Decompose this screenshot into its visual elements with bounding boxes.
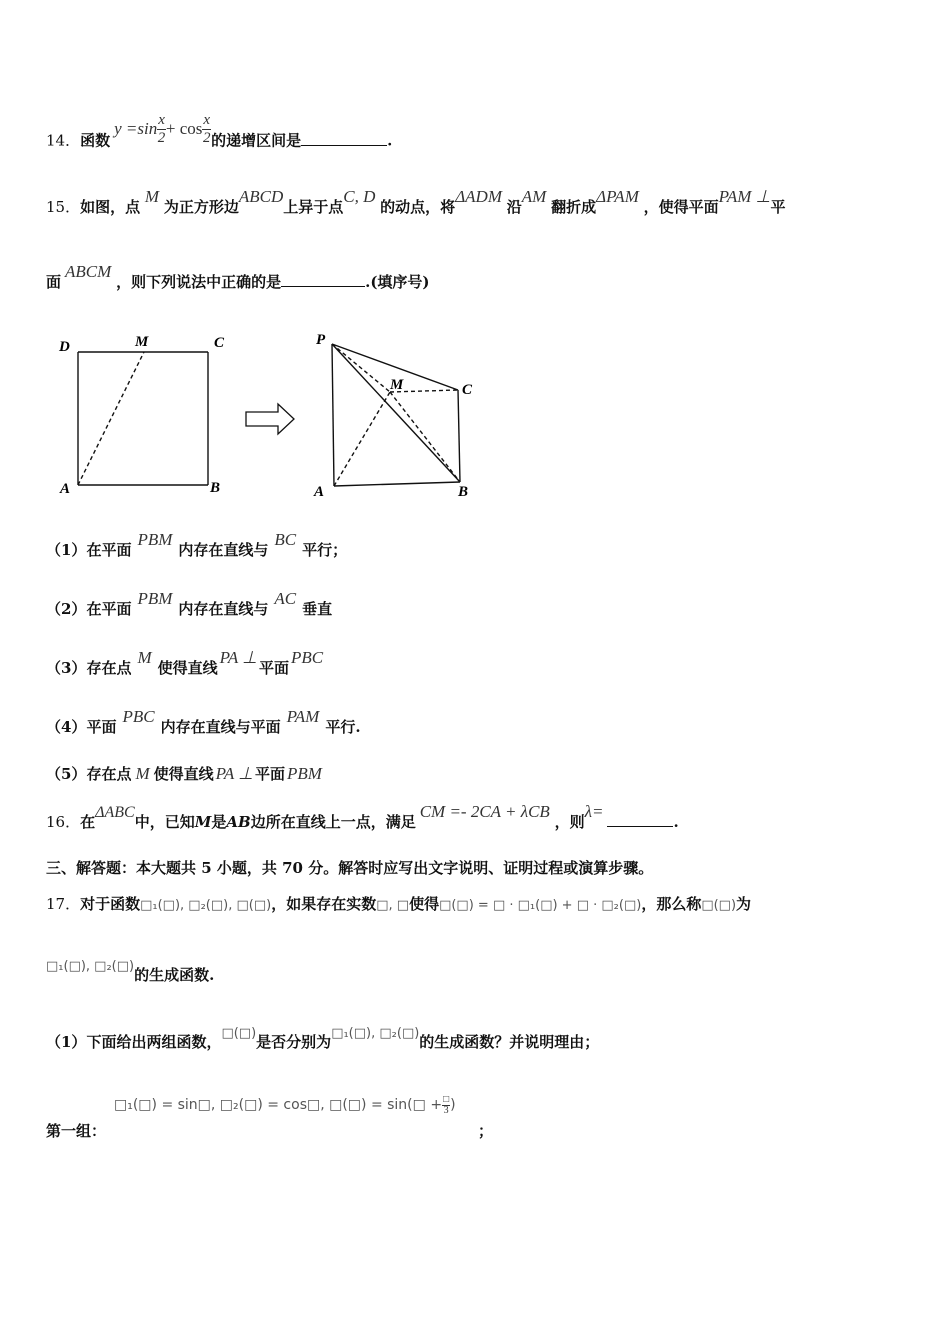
question-15	[46, 187, 786, 217]
question-number: 14．	[46, 131, 81, 150]
label-A: A	[314, 484, 325, 500]
q15-text: 上异于点	[283, 198, 344, 216]
q17-text: 下面给出两组函数，	[86, 1033, 222, 1051]
folding-figure	[40, 320, 500, 510]
q15-text: 为正方形边	[163, 198, 239, 216]
group1-label: 第一组：	[46, 1122, 107, 1140]
square-abcd	[78, 352, 208, 485]
math-symbol: ABCD	[238, 187, 284, 206]
option-2	[46, 589, 333, 619]
q17-text: ，如果存在实数	[271, 895, 377, 913]
math-symbol: AM	[521, 187, 547, 206]
option-3	[46, 648, 325, 678]
option-text: 在平面	[86, 541, 132, 559]
answer-blank[interactable]	[607, 812, 673, 827]
formula: □₁(□) = sin□, □₂(□) = cos□, □(□) = sin(□ +	[114, 1097, 443, 1113]
q14-text: .	[387, 131, 393, 150]
section-heading: 三、解答题：本大题共 5 小题，共 70 分。解答时应写出文字说明、证明过程或演算步骤。	[46, 859, 654, 877]
label-M: M	[135, 334, 149, 350]
q15-text: 的动点，将	[380, 198, 456, 216]
math-symbol: PBM	[137, 589, 173, 608]
q17-text: 使得	[409, 895, 440, 913]
q14-text: 的递增区间是	[211, 131, 302, 150]
answer-blank[interactable]	[301, 131, 387, 146]
formula: )	[450, 1097, 456, 1113]
q16-text: ，则	[554, 813, 585, 831]
question-17-line2	[46, 959, 215, 987]
formula: + cos	[165, 118, 203, 138]
fraction: $\frac{x}{2}$	[202, 112, 211, 146]
answer-blank[interactable]	[281, 272, 365, 287]
label-B: B	[458, 484, 469, 500]
formula: □₁(□), □₂(□), □(□)	[140, 898, 272, 913]
q15-text: 面	[46, 273, 62, 291]
group1-formula	[114, 1094, 456, 1116]
formula: □(□) = □ · □₁(□) + □ · □₂(□)	[439, 898, 642, 913]
label-P: P	[316, 332, 326, 348]
math-symbol: PBM	[287, 764, 322, 783]
q16-text: 边所在直线上一点，满足	[250, 813, 416, 831]
folded-solid	[332, 344, 460, 486]
math-symbol: ΔPAM	[596, 187, 639, 206]
q15-text: 翻折成	[551, 198, 597, 216]
label-B: B	[210, 480, 221, 496]
math-symbol: M	[144, 187, 160, 206]
q17-text: ，那么称	[641, 895, 702, 913]
formula: □, □	[376, 898, 410, 913]
option-text: 使得直线	[157, 659, 218, 677]
option-1	[46, 530, 348, 560]
math-symbol: AB	[226, 813, 251, 831]
option-tag: （1）	[46, 1033, 87, 1051]
vector-formula: CM =- 2CA + λCB	[419, 802, 550, 821]
math-symbol: PAM	[286, 707, 320, 726]
option-text: 平面	[86, 718, 117, 736]
math-symbol: PBC	[291, 648, 324, 667]
q16-text: 在	[80, 813, 96, 831]
option-tag: （4）	[46, 718, 87, 736]
option-5	[46, 764, 324, 784]
math-symbol: BC	[274, 530, 297, 549]
option-text: 内存在直线与平面	[160, 718, 281, 736]
option-text: 垂直	[302, 600, 333, 618]
math-symbol: ΔABC	[95, 804, 135, 821]
q16-text: 是	[211, 813, 227, 831]
formula: □(□)	[701, 898, 737, 913]
math-symbol: PA ⊥	[219, 648, 257, 667]
label-A: A	[60, 481, 71, 497]
option-text: 平行；	[302, 541, 348, 559]
option-text: 平行.	[325, 718, 361, 736]
q17-text: 的生成函数？并说明理由；	[419, 1033, 600, 1051]
question-17	[46, 894, 751, 916]
arrow-icon	[246, 404, 294, 434]
question-number: 15．	[46, 198, 81, 216]
math-symbol: PBC	[122, 707, 155, 726]
formula: □(□)	[221, 1026, 257, 1041]
option-text: 使得直线	[153, 765, 214, 783]
math-symbol: AC	[274, 589, 297, 608]
label-M: M	[390, 377, 404, 393]
q15-text: .(填序号)	[365, 273, 430, 291]
q14-text: 函数	[80, 131, 111, 150]
q15-text: 沿	[506, 198, 522, 216]
fraction: $\frac{x}{2}$	[157, 112, 166, 146]
fraction: $\frac{□}{3}$	[443, 1093, 450, 1116]
option-text: 平面	[258, 659, 289, 677]
fold-line-AM	[78, 352, 144, 485]
option-tag: （3）	[46, 659, 87, 677]
math-symbol: PBM	[137, 530, 173, 549]
option-text: 内存在直线与	[178, 541, 269, 559]
option-tag: （1）	[46, 541, 87, 559]
formula: y =sin	[114, 118, 158, 138]
option-text: 平面	[254, 765, 285, 783]
label-C: C	[462, 382, 473, 398]
edge-MB	[390, 392, 460, 482]
question-number: 16．	[46, 813, 81, 831]
math-symbol: C, D	[343, 187, 376, 206]
question-14	[46, 112, 393, 159]
formula: □₁(□), □₂(□)	[46, 959, 135, 974]
math-symbol: ΔADM	[455, 187, 502, 206]
label-D: D	[59, 339, 70, 355]
math-symbol: M	[137, 648, 152, 667]
option-text: 存在点	[86, 765, 132, 783]
q16-text: 中，已知	[134, 813, 195, 831]
question-number: 17．	[46, 895, 81, 913]
q15-text: ，则下列说法中正确的是	[116, 273, 282, 291]
math-symbol: λ=	[584, 802, 604, 821]
q17-text: 为	[736, 895, 752, 913]
edge-PB	[332, 344, 460, 482]
edge-AM	[334, 392, 390, 486]
q17-text: 是否分别为	[256, 1033, 332, 1051]
edge-AP	[332, 344, 334, 486]
option-text: 内存在直线与	[178, 600, 269, 618]
q15-text: ，使得平面	[643, 198, 719, 216]
q17-text: 的生成函数.	[134, 966, 215, 984]
option-text: 在平面	[86, 600, 132, 618]
option-tag: （2）	[46, 600, 87, 618]
q15-text: 如图，点	[80, 198, 141, 216]
question-17-part1	[46, 1026, 600, 1054]
math-symbol: ABCM	[65, 262, 112, 281]
edge-BA	[334, 482, 460, 486]
option-text: 存在点	[86, 659, 132, 677]
math-symbol: M	[194, 813, 212, 831]
q15-text: 平	[770, 198, 786, 216]
label-C: C	[214, 335, 225, 351]
q16-text: .	[673, 813, 679, 831]
option-tag: （5）	[46, 765, 87, 783]
formula: □₁(□), □₂(□)	[331, 1026, 420, 1041]
edge-CB	[458, 390, 460, 482]
math-symbol: PAM ⊥	[718, 187, 771, 206]
math-symbol: M	[135, 764, 150, 783]
question-15-line2	[46, 262, 430, 292]
edge-PM	[332, 344, 390, 392]
group1-end: ；	[478, 1122, 494, 1140]
question-16	[46, 802, 679, 833]
q17-text: 对于函数	[80, 895, 141, 913]
math-symbol: PA ⊥	[215, 764, 253, 783]
option-4	[46, 707, 361, 737]
